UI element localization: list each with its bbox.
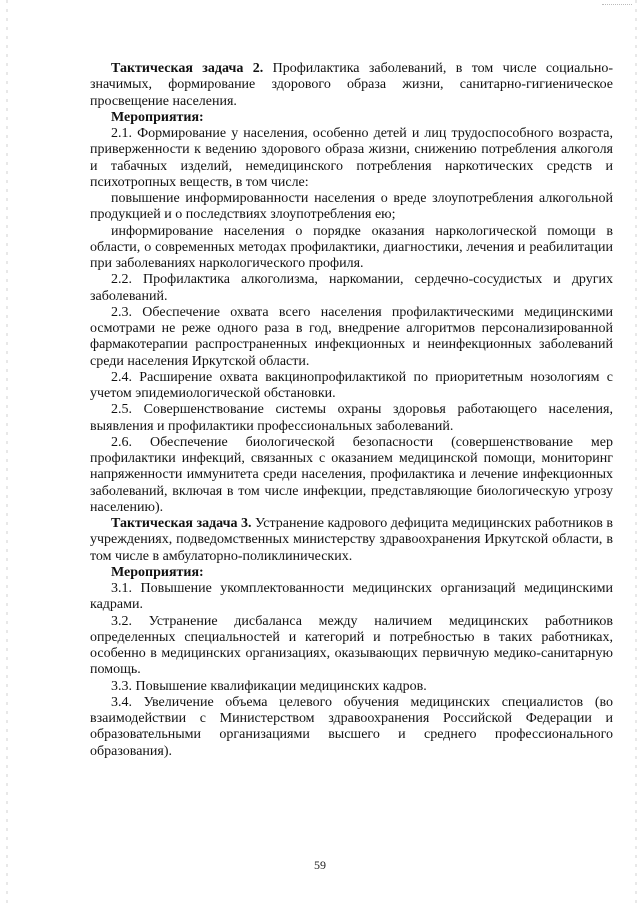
measure-3-4: 3.4. Увеличение объема целевого обучения медицинских специалистов (во взаимодействии с Министерством здравоохранения Российской Федерации и образовательными организациями высшего и среднего профессионального образования). — [90, 694, 613, 759]
task-3-text: Устранение кадрового дефицита медицинских работников в учреждениях, подведомственных министерству здравоохранения Иркутской области, в том числе в амбулаторно-поликлинических. — [90, 516, 613, 564]
measure-3-3: 3.3. Повышение квалификации медицинских кадров. — [111, 678, 427, 694]
task-2-paragraph — [90, 61, 613, 110]
measure-2-1: 2.1. Формирование у населения, особенно детей и лиц трудоспособного возраста, приверженности к ведению здорового образа жизни, снижению потребления алкоголя и табачных изделий, немедицинского потребления наркотических средств и психотропных веществ, в том числе: — [90, 126, 613, 190]
scan-edge-right — [635, 0, 637, 905]
task-3-title: Тактическая задача 3. — [111, 516, 252, 531]
measure-2-6: 2.6. Обеспечение биологической безопасности (совершенствование мер профилактики инфекций, связанных с оказанием медицинской помощи, мониторинг напряженности иммунитета среди населения, профилактика и лечение инфекционных заболеваний, включая в том числе инфекции, представляющие биологическую угрозу населению). — [90, 434, 613, 515]
measure-3-2: 3.2. Устранение дисбаланса между наличием медицинских работников определенных специальностей и категорий и потребностью в таких работниках, особенно в медицинских организациях, оказывающих первичную медико-санитарную помощь. — [90, 613, 613, 678]
scan-edge-left — [6, 0, 8, 905]
task-2-text: Профилактика заболеваний, в том числе социально-значимых, формирование здорового образа жизни, санитарно-гигиеническое просвещение населения. — [90, 61, 613, 109]
measure-2-3: 2.3. Обеспечение охвата всего населения профилактическими медицинскими осмотрами не реже одного раза в год, внедрение алгоритмов персонализированной фармакотерапии распространенных инфекционных и неинфекционных заболеваний среди населения Иркутской области. — [90, 304, 613, 369]
measure-3-1: 3.1. Повышение укомплектованности медицинских организаций медицинскими кадрами. — [90, 581, 613, 613]
page-number: 59 — [314, 858, 326, 872]
task-2-title: Тактическая задача 2. — [111, 61, 264, 76]
task-3-paragraph — [90, 516, 613, 565]
scan-mark — [602, 4, 632, 9]
measures-heading-2: Мероприятия: — [111, 564, 204, 580]
measure-2-1-a: повышение информированности населения о вреде злоупотребления алкогольной продукцией и о последствиях злоупотребления ею; — [90, 191, 613, 223]
measure-2-5: 2.5. Совершенствование системы охраны здоровья работающего населения, выявления и профилактики профессиональных заболеваний. — [90, 402, 613, 434]
measures-heading-1: Мероприятия: — [111, 109, 204, 125]
measure-2-1-b: информирование населения о порядке оказания наркологической помощи в области, о современных методах профилактики, диагностики, лечения и реабилитации при заболеваниях наркологического профиля. — [90, 223, 613, 271]
measure-2-2: 2.2. Профилактика алкоголизма, наркомании, сердечно-сосудистых и других заболеваний. — [90, 272, 613, 304]
measure-2-4: 2.4. Расширение охвата вакцинопрофилактикой по приоритетным нозологиям с учетом эпидемиологической обстановки. — [90, 369, 613, 401]
document-body — [90, 61, 613, 760]
